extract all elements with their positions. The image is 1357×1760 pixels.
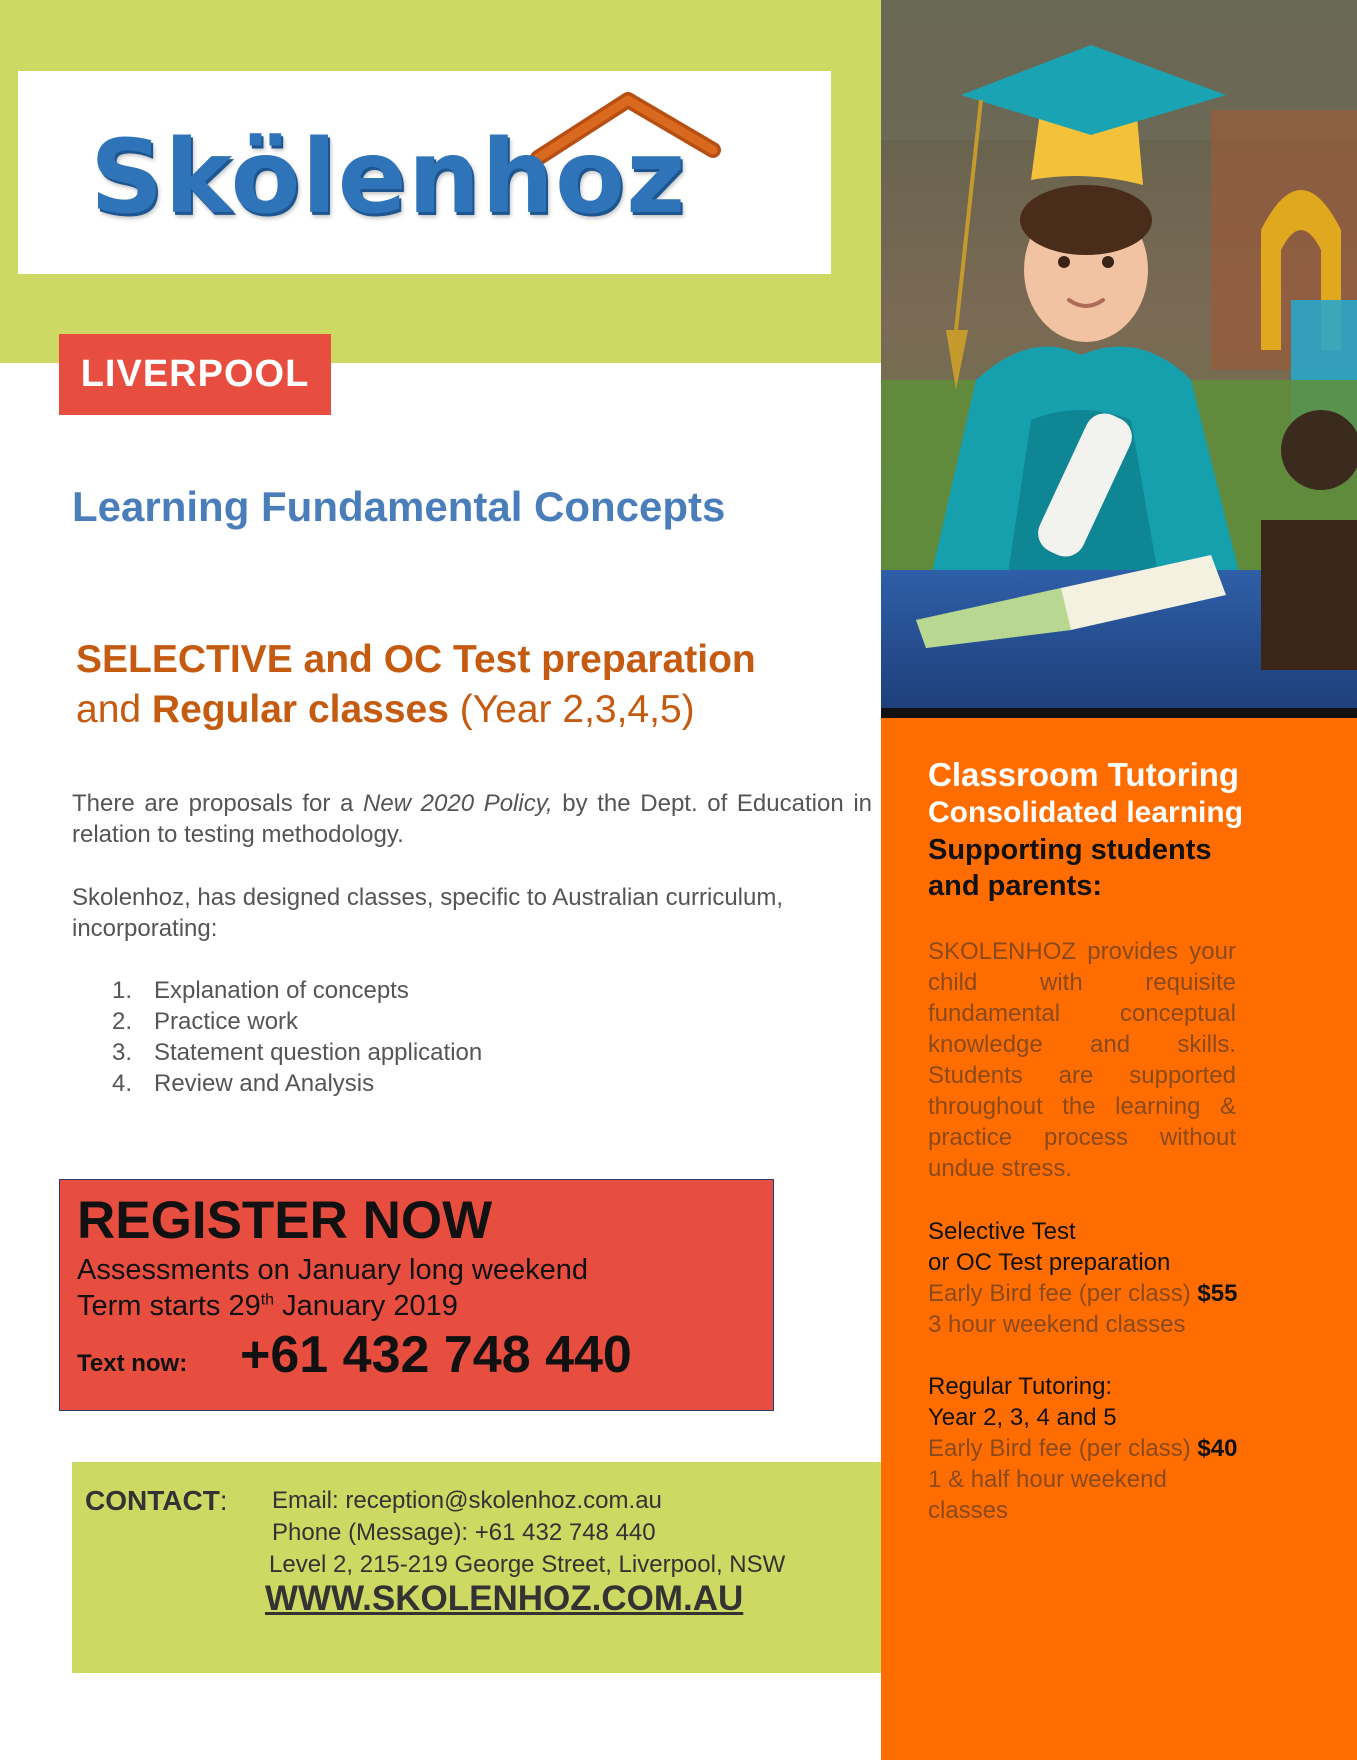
text-now-label: Text now: xyxy=(77,1350,188,1377)
contact-label: CONTACT: xyxy=(85,1485,228,1516)
sidebar-subheading: Consolidated learning xyxy=(928,796,1244,829)
website-link[interactable]: WWW.SKOLENHOZ.COM.AU xyxy=(265,1579,744,1618)
sidebar-description: SKOLENHOZ provides your child with requisite fundamental conceptual knowledge and skills. Students are supported throughout the learning & practice process without undue stress. xyxy=(928,938,1236,1182)
brand-logo: Skölenhoz xyxy=(90,118,687,237)
sidebar-support-heading: Supporting students and parents: xyxy=(928,834,1212,902)
selective-course-title: Selective Test xyxy=(928,1218,1076,1245)
contact-email[interactable]: Email: reception@skolenhoz.com.au xyxy=(272,1487,662,1514)
curriculum-paragraph: Skolenhoz, has designed classes, specific to Australian curriculum, incorporating: xyxy=(72,884,784,942)
register-title: REGISTER NOW xyxy=(77,1191,493,1250)
list-item: 4. Review and Analysis xyxy=(112,1070,375,1097)
list-item: 3. Statement question application xyxy=(112,1039,483,1066)
regular-classes-heading: and Regular classes (Year 2,3,4,5) xyxy=(76,688,695,731)
selective-course-subtitle: or OC Test preparation xyxy=(928,1249,1171,1276)
contact-address: Level 2, 215-219 George Street, Liverpool, NSW xyxy=(269,1551,786,1578)
term-start-date: Term starts 29th January 2019 xyxy=(77,1290,458,1322)
list-item: 1. Explanation of concepts xyxy=(112,977,409,1004)
regular-duration: 1 & half hour weekend classes xyxy=(928,1466,1167,1524)
register-phone[interactable]: +61 432 748 440 xyxy=(240,1326,632,1384)
regular-course-title: Regular Tutoring: xyxy=(928,1373,1113,1400)
list-item: 2. Practice work xyxy=(112,1008,299,1035)
selective-fee: Early Bird fee (per class) $55 xyxy=(928,1280,1238,1307)
assessment-date: Assessments on January long weekend xyxy=(77,1254,589,1286)
graduate-child-photo xyxy=(881,0,1357,718)
selective-duration: 3 hour weekend classes xyxy=(928,1311,1186,1338)
regular-fee: Early Bird fee (per class) $40 xyxy=(928,1435,1238,1462)
incorporation-list xyxy=(112,975,482,1099)
contact-phone[interactable]: Phone (Message): +61 432 748 440 xyxy=(272,1519,656,1546)
page-title: Learning Fundamental Concepts xyxy=(72,483,726,530)
location-badge: LIVERPOOL xyxy=(59,334,331,415)
regular-course-years: Year 2, 3, 4 and 5 xyxy=(928,1404,1117,1431)
selective-heading: SELECTIVE and OC Test preparation xyxy=(76,638,756,681)
sidebar-heading: Classroom Tutoring xyxy=(928,756,1240,793)
policy-paragraph: There are proposals for a New 2020 Policy, by the Dept. of Education in relation to testing methodology. xyxy=(72,790,872,848)
